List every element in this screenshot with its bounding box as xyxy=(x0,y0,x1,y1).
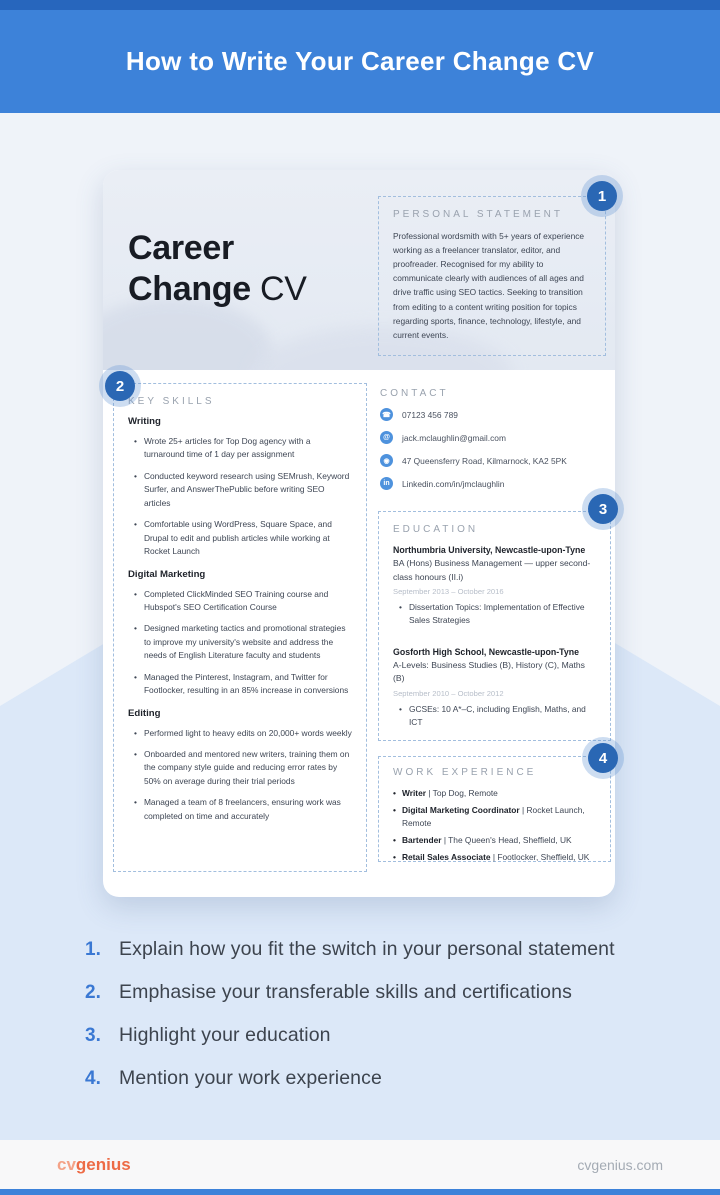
cv-title-line1: Career xyxy=(128,229,234,267)
cvgenius-logo xyxy=(57,1155,131,1175)
job-title: Bartender xyxy=(401,835,442,846)
job-details: | Footlocker, Sheffield, UK xyxy=(490,852,590,863)
job-details: | Top Dog, Remote xyxy=(425,788,498,798)
skill-bullet: • Comfortable using WordPress, Square Space, and Drupal to edit and publish articles while working at Rocket Launch xyxy=(134,518,352,558)
education-entry-subtitle: BA (Hons) Business Management — upper second-class honours (II.i) xyxy=(393,558,591,582)
job-title: Writer xyxy=(401,788,426,798)
skill-bullet: • Conducted keyword research using SEMrush, Keyword Surfer, and AnswerThePublic before writing SEO articles xyxy=(134,470,352,510)
email-icon: @ xyxy=(380,431,393,444)
callout-1 xyxy=(581,175,623,217)
contact-row xyxy=(380,408,608,421)
cv-preview-card xyxy=(103,170,615,897)
key-skills-heading: KEY SKILLS xyxy=(128,396,215,407)
top-accent-strip xyxy=(0,0,720,10)
skill-bullet: • Designed marketing tactics and promotional strategies to improve my university's website and address the needs of English Literature faculty and students xyxy=(134,622,352,662)
personal-statement-section xyxy=(378,196,606,356)
education-entry-date: September 2013 – October 2016 xyxy=(393,586,504,596)
contact-row xyxy=(380,431,608,444)
contact-heading: CONTACT xyxy=(380,388,449,399)
tip-text: Highlight your education xyxy=(119,1024,331,1046)
education-heading: EDUCATION xyxy=(393,524,479,535)
tip-number: 4. xyxy=(85,1068,101,1089)
education-entry-title: Northumbria University, Newcastle-upon-Tyne xyxy=(393,545,586,555)
work-experience-heading: WORK EXPERIENCE xyxy=(393,767,537,778)
tip-item xyxy=(85,1024,685,1047)
tip-number: 2. xyxy=(85,982,101,1003)
skill-bullet: • Performed light to heavy edits on 20,000+ words weekly xyxy=(134,727,352,740)
job-title: Retail Sales Associate xyxy=(401,852,491,863)
skill-bullet: • Managed a team of 8 freelancers, ensuring work was completed on time and accurately xyxy=(134,796,352,823)
work-experience-item xyxy=(393,851,596,864)
tip-text: Mention your work experience xyxy=(119,1067,382,1089)
personal-statement-heading: PERSONAL STATEMENT xyxy=(393,209,563,220)
cv-title-line2-light: CV xyxy=(250,270,307,309)
key-skills-section xyxy=(113,383,367,872)
tip-item xyxy=(85,938,685,961)
skill-bullet: • Completed ClickMinded SEO Training course and Hubspot's SEO Certification Course xyxy=(134,588,352,615)
logo-cv-part: cv xyxy=(57,1154,76,1174)
job-details: | The Queen's Head, Sheffield, UK xyxy=(441,835,572,846)
education-bullet: • GCSEs: 10 A*–C, including English, Maths, and ICT xyxy=(399,703,596,730)
contact-email: jack.mclaughlin@gmail.com xyxy=(402,432,506,443)
footer xyxy=(0,1140,720,1189)
tip-number: 1. xyxy=(85,939,101,960)
logo-genius-part: genius xyxy=(75,1154,131,1174)
work-experience-item xyxy=(393,804,596,830)
cv-title-line2-bold: Change xyxy=(128,270,251,309)
work-experience-section xyxy=(378,756,611,862)
job-details: | Rocket Launch, Remote xyxy=(401,805,585,829)
skill-bullet: • Managed the Pinterest, Instagram, and Twitter for Footlocker, resulting in an 85% increase in conversions xyxy=(134,671,352,698)
tip-text: Explain how you fit the switch in your personal statement xyxy=(119,938,615,960)
callout-1-number: 1 xyxy=(587,181,617,211)
page-title: How to Write Your Career Change CV xyxy=(125,46,595,76)
contact-address: 47 Queensferry Road, Kilmarnock, KA2 5PK xyxy=(402,455,567,466)
skill-group-title: Digital Marketing xyxy=(128,568,206,580)
contact-section xyxy=(380,388,608,500)
callout-3 xyxy=(582,488,624,530)
contact-row xyxy=(380,477,608,490)
tips-list xyxy=(85,938,685,1110)
tip-item xyxy=(85,1067,685,1090)
phone-icon: ☎ xyxy=(380,408,393,421)
work-experience-item xyxy=(393,834,596,847)
education-entry-date: September 2010 – October 2012 xyxy=(393,688,504,698)
callout-2 xyxy=(99,365,141,407)
work-experience-item xyxy=(393,787,596,800)
main-area xyxy=(0,113,720,1140)
skill-bullet: • Onboarded and mentored new writers, training them on the company style guide and reducing error rates by 50% on average during their trial periods xyxy=(134,748,352,788)
callout-3-number: 3 xyxy=(588,494,618,524)
linkedin-icon: in xyxy=(380,477,393,490)
tip-number: 3. xyxy=(85,1025,101,1046)
personal-statement-body: Professional wordsmith with 5+ years of experience working as a freelancer translator, editor, and proofreader. Recognised for my ability to communicate clearly with audiences of all ages and drive traffic using SEO tactics. Seeking to transition from editing to a content writing position for topics regarding sports, finance, technology, lifestyle, and current events. xyxy=(393,231,585,340)
contact-row xyxy=(380,454,608,467)
bottom-accent-strip xyxy=(0,1189,720,1195)
location-icon: ◉ xyxy=(380,454,393,467)
skill-group-title: Writing xyxy=(128,416,161,427)
callout-4 xyxy=(582,737,624,779)
cv-title xyxy=(128,228,307,311)
education-entry-subtitle: A-Levels: Business Studies (B), History (C), Maths (B) xyxy=(393,659,585,684)
contact-linkedin: Linkedin.com/in/jmclaughlin xyxy=(402,478,505,489)
tip-item xyxy=(85,981,685,1004)
job-title: Digital Marketing Coordinator xyxy=(401,805,520,816)
skill-bullet: • Wrote 25+ articles for Top Dog agency with a turnaround time of 1 day per assignment xyxy=(134,435,352,462)
skill-group-title: Editing xyxy=(128,707,161,719)
website-url: cvgenius.com xyxy=(577,1156,663,1173)
header-banner xyxy=(0,10,720,113)
callout-4-number: 4 xyxy=(588,743,618,773)
contact-phone: 07123 456 789 xyxy=(402,409,458,420)
callout-2-number: 2 xyxy=(105,371,135,401)
tip-text: Emphasise your transferable skills and certifications xyxy=(119,981,572,1003)
education-bullet: • Dissertation Topics: Implementation of Effective Sales Strategies xyxy=(399,601,596,628)
education-section xyxy=(378,511,611,741)
education-entry-title: Gosforth High School, Newcastle-upon-Tyne xyxy=(393,646,580,657)
